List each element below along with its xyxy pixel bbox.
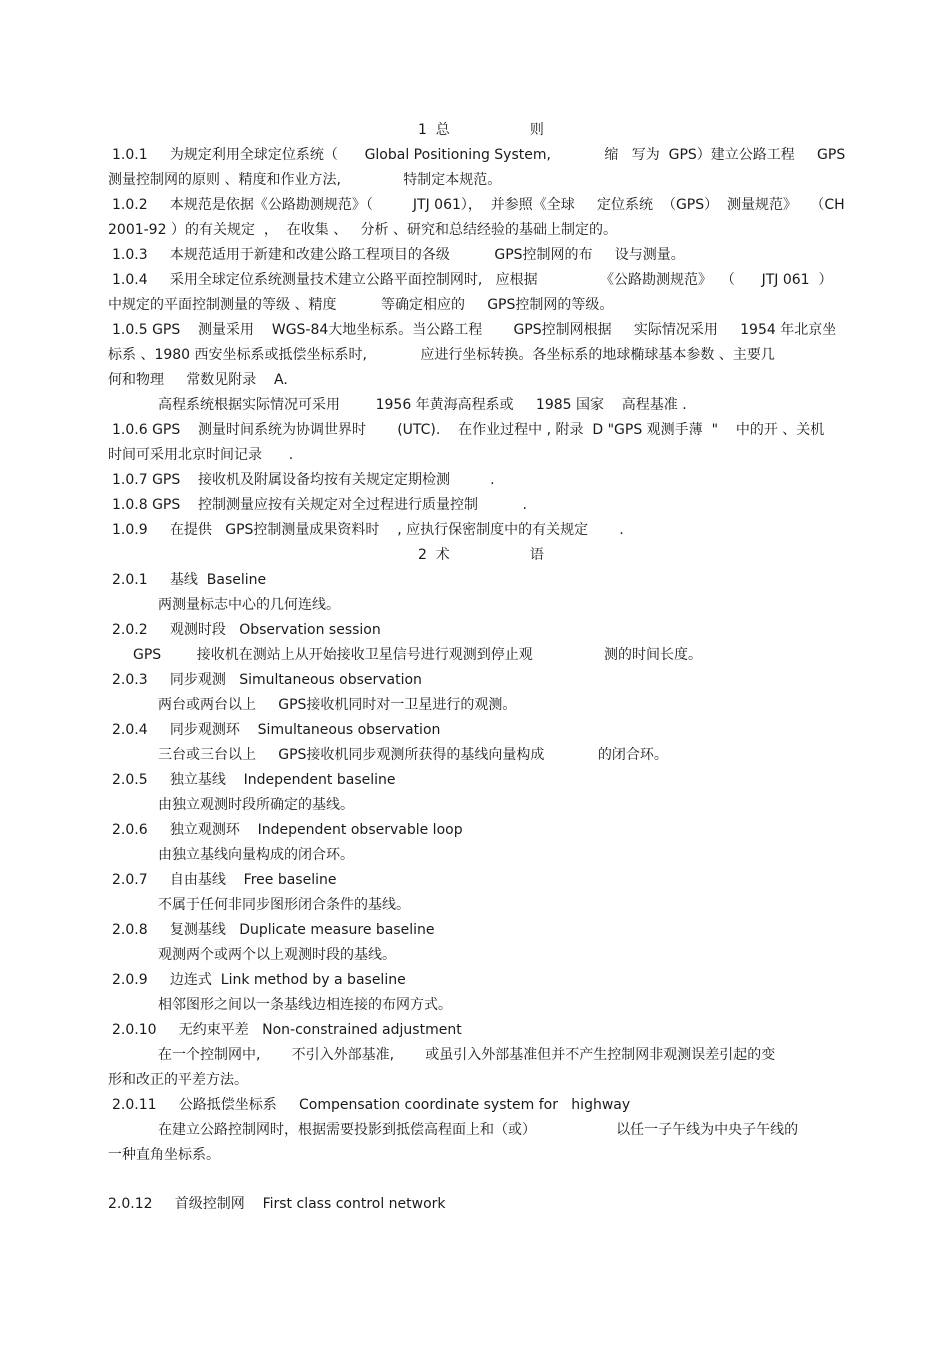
text-line: 一种直角坐标系。 <box>108 1147 220 1163</box>
text-line: 三台或三台以上 GPS接收机同步观测所获得的基线向量构成 的闭合环。 <box>158 747 668 763</box>
text-line: 两台或两台以上 GPS接收机同时对一卫星进行的观测。 <box>158 697 517 713</box>
text-line: 2.0.4 同步观测环 Simultaneous observation <box>112 722 441 738</box>
text-line: 何和物理 常数见附录 A. <box>108 372 288 388</box>
text-line: 由独立观测时段所确定的基线。 <box>158 797 354 813</box>
text-line: 2.0.6 独立观测环 Independent observable loop <box>112 822 463 838</box>
text-line: 在建立公路控制网时，根据需要投影到抵偿高程面上和（或） 以任一子午线为中央子午线的 <box>158 1122 799 1138</box>
text-line: 测量控制网的原则 、精度和作业方法, 特制定本规范。 <box>108 172 502 188</box>
text-line: 1.0.9 在提供 GPS控制测量成果资料时 , 应执行保密制度中的有关规定 . <box>112 522 624 538</box>
text-line: 1.0.4 采用全球定位系统测量技术建立公路平面控制网时, 应根据 《公路勘测规范》 （ JTJ 061 ） <box>112 272 833 288</box>
text-line: 2.0.7 自由基线 Free baseline <box>112 872 337 888</box>
text-line: 2001-92 ）的有关规定 ， 在收集 、 分析 、研究和总结经验的基础上制定的。 <box>108 222 617 238</box>
text-line: 由独立基线向量构成的闭合环。 <box>158 847 354 863</box>
text-line: 观测两个或两个以上观测时段的基线。 <box>158 947 396 963</box>
text-line: 中规定的平面控制测量的等级 、精度 等确定相应的 GPS控制网的等级。 <box>108 297 614 313</box>
text-line: 1 总 则 <box>418 122 544 138</box>
text-line: 2.0.12 首级控制网 First class control network <box>108 1196 446 1212</box>
text-line: 相邻图形之间以一条基线边相连接的布网方式。 <box>158 997 452 1013</box>
text-line: 1.0.8 GPS 控制测量应按有关规定对全过程进行质量控制 . <box>112 497 528 513</box>
text-line: GPS 接收机在测站上从开始接收卫星信号进行观测到停止观 测的时间长度。 <box>133 647 702 663</box>
text-line: 2.0.10 无约束平差 Non-constrained adjustment <box>112 1022 462 1038</box>
text-line: 1.0.1 为规定利用全球定位系统（ Global Positioning System, 缩 写为 GPS）建立公路工程 GPS <box>112 147 846 163</box>
text-line: 1.0.2 本规范是依据《公路勘测规范》（ JTJ 061）， 并参照《全球 定位系统 （GPS） 测量规范》 （CH <box>112 197 845 213</box>
text-line: 时间可采用北京时间记录 . <box>108 447 294 463</box>
text-line: 2.0.5 独立基线 Independent baseline <box>112 772 396 788</box>
text-line: 2.0.2 观测时段 Observation session <box>112 622 381 638</box>
text-line: 2.0.9 边连式 Link method by a baseline <box>112 972 406 988</box>
text-line: 2.0.3 同步观测 Simultaneous observation <box>112 672 422 688</box>
text-line: 两测量标志中心的几何连线。 <box>158 597 340 613</box>
text-line: 高程系统根据实际情况可采用 1956 年黄海高程系或 1985 国家 高程基准 . <box>158 397 687 413</box>
text-line: 1.0.5 GPS 测量采用 WGS-84大地坐标系。当公路工程 GPS控制网根据 实际情况采用 1954 年北京坐 <box>112 322 837 338</box>
text-line: 在一个控制网中, 不引入外部基准, 或虽引入外部基准但并不产生控制网非观测误差引起的变 <box>158 1047 776 1063</box>
text-line: 标系 、1980 西安坐标系或抵偿坐标系时, 应进行坐标转换。各坐标系的地球椭球基本参数 、主要几 <box>108 347 775 363</box>
text-line: 1.0.7 GPS 接收机及附属设备均按有关规定定期检测 . <box>112 472 495 488</box>
text-line: 不属于任何非同步图形闭合条件的基线。 <box>158 897 410 913</box>
text-line: 形和改正的平差方法。 <box>108 1072 248 1088</box>
text-line: 1.0.6 GPS 测量时间系统为协调世界时 (UTC). 在作业过程中 , 附录 D "GPS 观测手薄 " 中的开 、关机 <box>112 422 825 438</box>
text-line: 2.0.11 公路抵偿坐标系 Compensation coordinate system for highway <box>112 1097 631 1113</box>
text-line: 2.0.8 复测基线 Duplicate measure baseline <box>112 922 435 938</box>
text-line: 2 术 语 <box>418 547 544 563</box>
text-line: 2.0.1 基线 Baseline <box>112 572 267 588</box>
text-line: 1.0.3 本规范适用于新建和改建公路工程项目的各级 GPS控制网的布 设与测量。 <box>112 247 685 263</box>
